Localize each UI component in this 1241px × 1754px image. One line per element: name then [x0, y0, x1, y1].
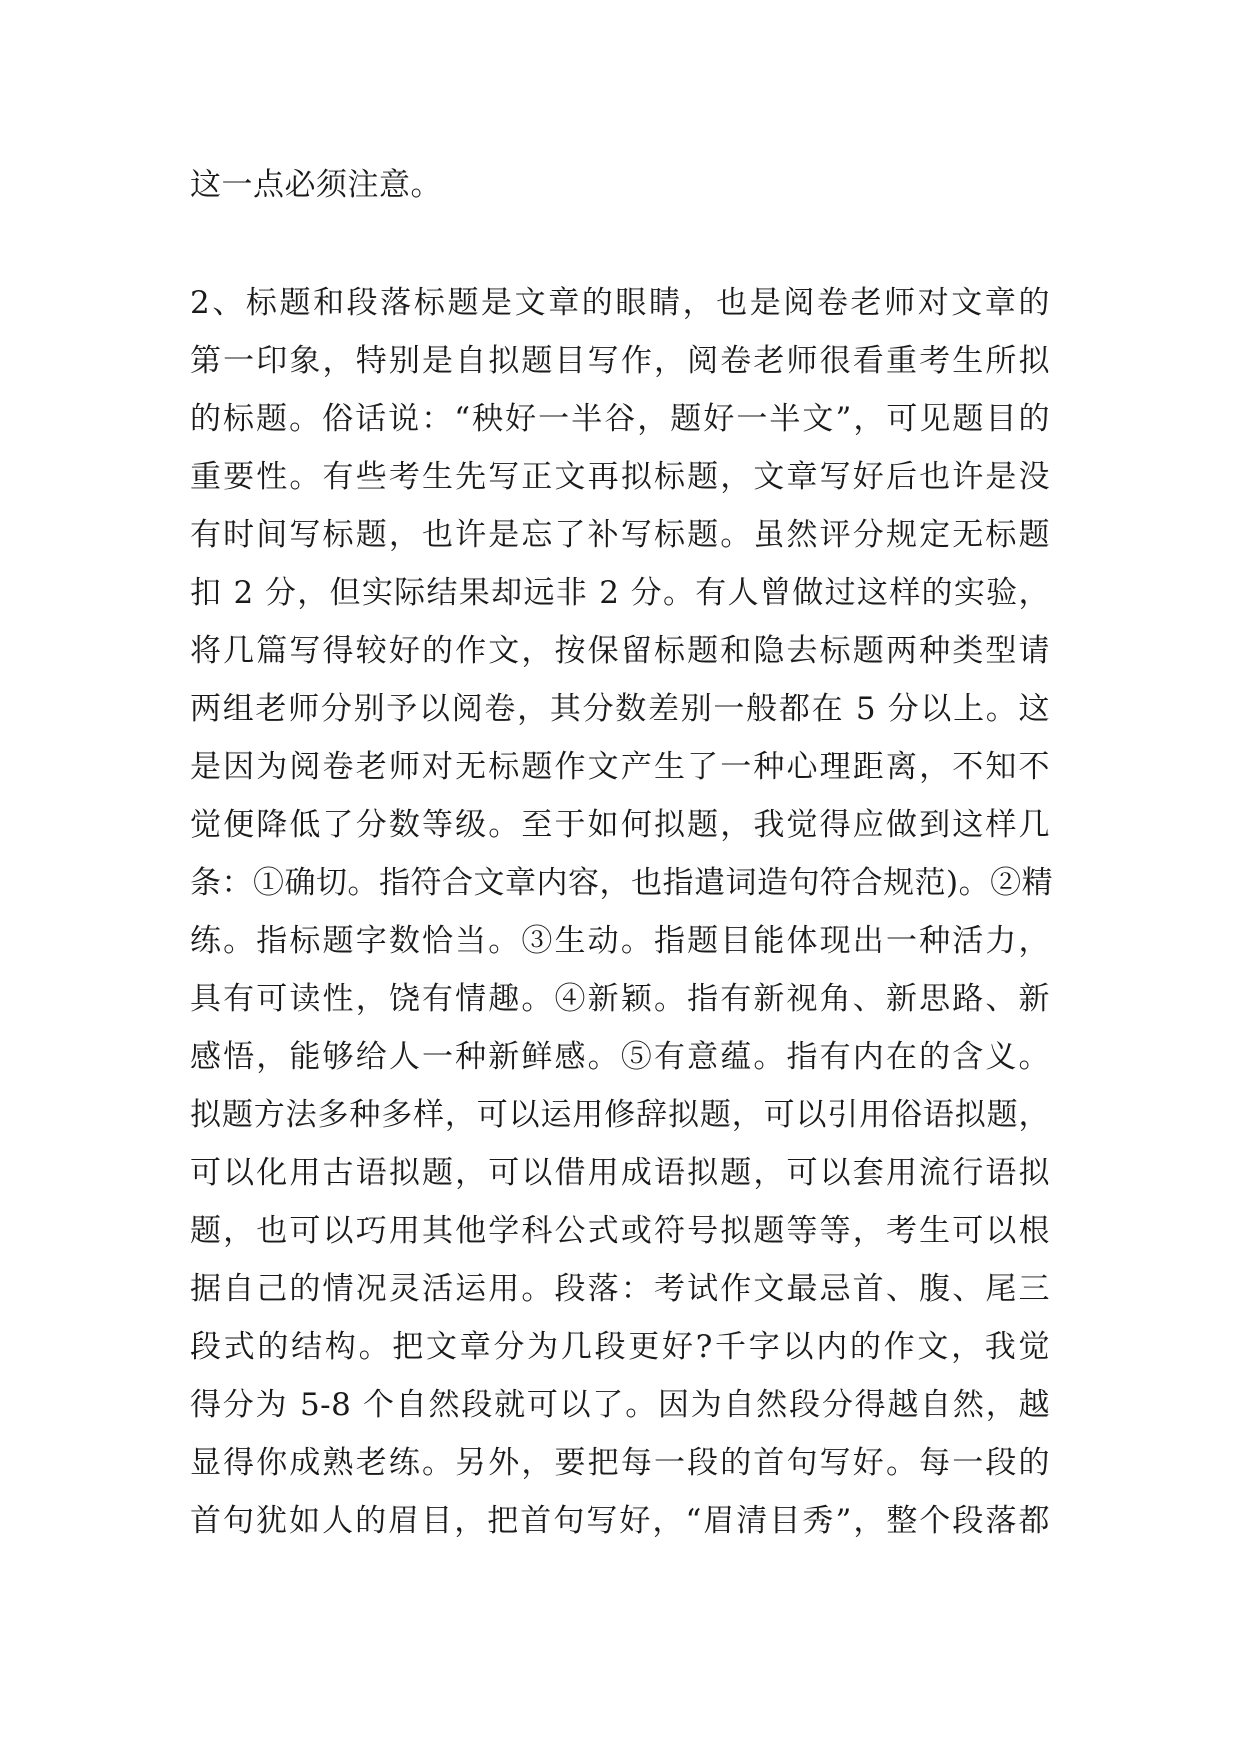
text-line: 两组老师分别予以阅卷，其分数差别一般都在 5 分以上。这: [190, 691, 1050, 727]
text-line: 扣 2 分，但实际结果却远非 2 分。有人曾做过这样的实验，: [190, 575, 1050, 611]
text-line: 题，也可以巧用其他学科公式或符号拟题等等，考生可以根: [190, 1213, 1050, 1249]
text-line: 重要性。有些考生先写正文再拟标题，文章写好后也许是没: [190, 459, 1050, 495]
text-line: 段式的结构。把文章分为几段更好?千字以内的作文，我觉: [190, 1329, 1050, 1365]
text-line: 是因为阅卷老师对无标题作文产生了一种心理距离，不知不: [190, 749, 1050, 785]
text-line: 将几篇写得较好的作文，按保留标题和隐去标题两种类型请: [190, 633, 1050, 669]
text-line: 2、标题和段落标题是文章的眼睛，也是阅卷老师对文章的: [190, 285, 1050, 321]
text-line: 条：①确切。指符合文章内容，也指遣词造句符合规范)。②精: [190, 865, 1054, 901]
text-line: 觉便降低了分数等级。至于如何拟题，我觉得应做到这样几: [190, 807, 1050, 843]
text-line: 第一印象，特别是自拟题目写作，阅卷老师很看重考生所拟: [190, 343, 1050, 379]
paragraph-2: [190, 274, 1054, 1550]
text-line: 的标题。俗话说：“秧好一半谷，题好一半文”，可见题目的: [190, 401, 1050, 437]
text-line: 显得你成熟老练。另外，要把每一段的首句写好。每一段的: [190, 1445, 1050, 1481]
text-line: 首句犹如人的眉目，把首句写好，“眉清目秀”，整个段落都: [190, 1503, 1050, 1539]
text-line: 拟题方法多种多样，可以运用修辞拟题，可以引用俗语拟题，: [190, 1097, 1050, 1133]
text-line: 练。指标题字数恰当。③生动。指题目能体现出一种活力，: [190, 923, 1050, 959]
text-line: 有时间写标题，也许是忘了补写标题。虽然评分规定无标题: [190, 517, 1050, 553]
text-line: 这一点必须注意。: [190, 167, 442, 203]
text-line: 据自己的情况灵活运用。段落：考试作文最忌首、腹、尾三: [190, 1271, 1050, 1307]
text-line: 得分为 5-8 个自然段就可以了。因为自然段分得越自然，越: [190, 1387, 1050, 1423]
text-line: 感悟，能够给人一种新鲜感。⑤有意蕴。指有内在的含义。: [190, 1039, 1050, 1075]
paragraph-1: [190, 156, 1050, 214]
text-line: 可以化用古语拟题，可以借用成语拟题，可以套用流行语拟: [190, 1155, 1050, 1191]
text-line: 具有可读性，饶有情趣。④新颖。指有新视角、新思路、新: [190, 981, 1050, 1017]
